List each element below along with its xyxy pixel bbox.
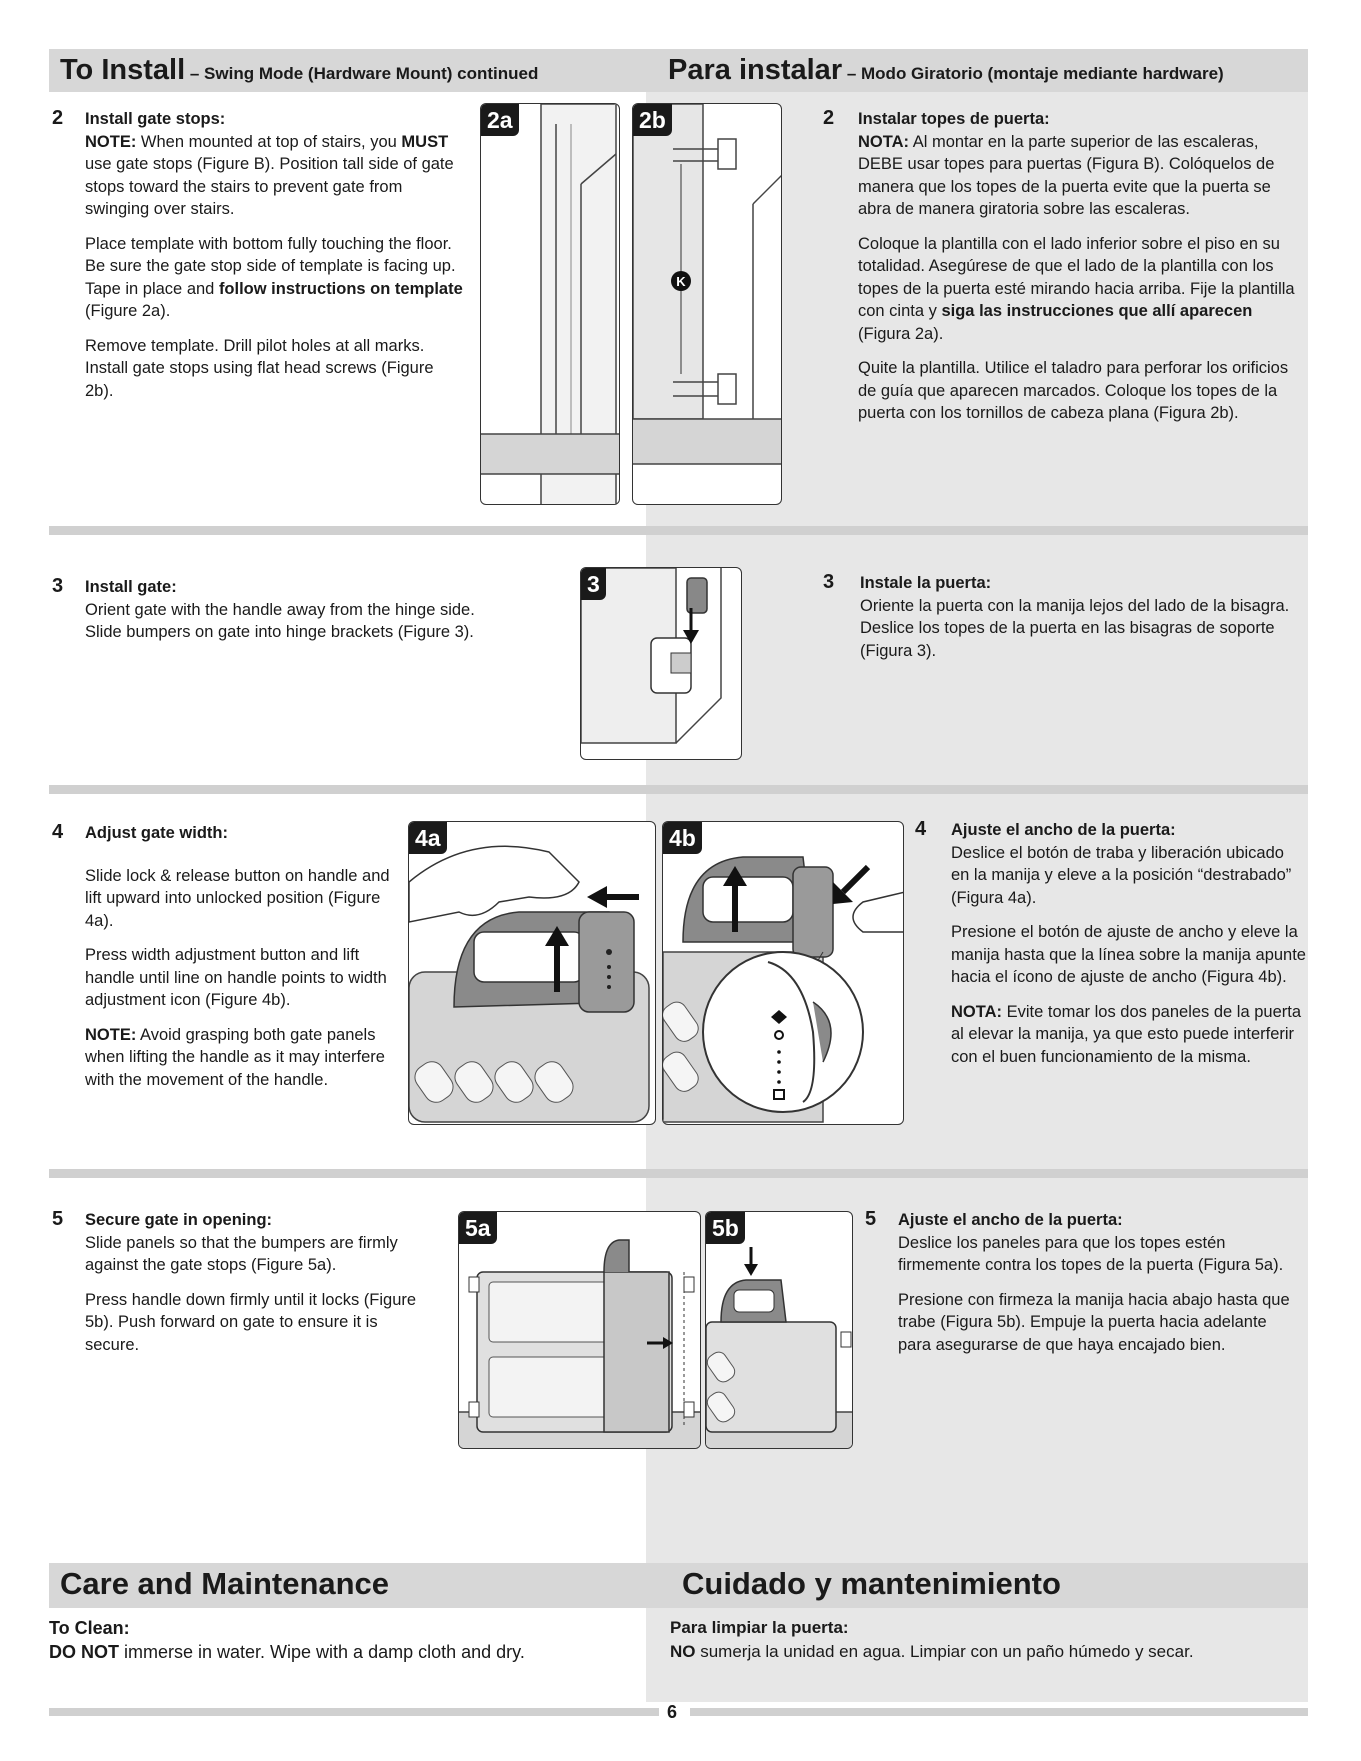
step-4-text-en: [85, 822, 410, 1103]
step-2-p1a-en: When mounted at top of stairs, you: [136, 132, 402, 151]
step-2-title-es: Instalar topes de puerta:: [858, 110, 1050, 128]
step-5-title-es: Ajuste el ancho de la puerta:: [898, 1211, 1123, 1229]
step-4-p2-es: Presione el botón de ajuste de ancho y eleve la manija hasta que la línea sobre la manija apunte hacia el ícono de ajuste de ancho (Figura 4b).: [951, 923, 1306, 986]
step-2-text-en: [85, 108, 465, 414]
step-5-number-en: 5: [52, 1208, 64, 1230]
step-2-number-en: 2: [52, 107, 64, 129]
figure-4b-label: 4b: [663, 822, 702, 854]
footer-line-right: [690, 1708, 1308, 1716]
note-label: NOTE:: [85, 132, 137, 151]
step-2-p2a-es: Coloque la plantilla con el lado inferior sobre el piso en su totalidad. Asegúrese de que el lado de la plantilla con los topes de la puerta esté mirando hacia arriba. Fije la plantilla con cinta y: [858, 234, 1295, 320]
step-3-title-es: Instale la puerta:: [860, 574, 992, 592]
do-not-label: DO NOT: [49, 1642, 119, 1662]
care-subtitle-es: Para limpiar la puerta:: [670, 1618, 849, 1637]
divider-2: [49, 785, 1308, 794]
figure-4a: [408, 821, 656, 1125]
divider-3: [49, 1169, 1308, 1178]
step-4-number-en: 4: [52, 821, 64, 843]
no-label: NO: [670, 1642, 696, 1661]
step-5-text-en: [85, 1209, 425, 1368]
header-es-sub: – Modo Giratorio (montaje mediante hardware): [842, 64, 1224, 83]
step-3-title-en: Install gate:: [85, 578, 177, 596]
figure-2a-drawing: [481, 104, 620, 505]
care-instruction-en: immerse in water. Wipe with a damp cloth and dry.: [119, 1642, 525, 1662]
care-text-es: [670, 1616, 1300, 1664]
step-4-text-es: [951, 819, 1306, 1080]
step-3-text-es: [860, 572, 1305, 674]
nota-label: NOTA:: [858, 132, 910, 151]
step-5-p2-es: Presione con firmeza la manija hacia abajo hasta que trabe (Figura 5b). Empuje la puerta hacia adelante para asegurarse de que haya encajado bien.: [898, 1290, 1290, 1354]
step-4-p2-en: Press width adjustment button and lift handle until line on handle points to width adjustment icon (Figure 4b).: [85, 946, 387, 1009]
figure-4a-label: 4a: [409, 822, 447, 854]
figure-5a-label: 5a: [459, 1212, 497, 1244]
note-label-4: NOTE:: [85, 1025, 137, 1044]
figure-4a-drawing: [409, 822, 656, 1125]
care-subtitle-en: To Clean:: [49, 1618, 130, 1638]
figure-2a: [480, 103, 620, 505]
step-5-p2-en: Press handle down firmly until it locks (Figure 5b). Push forward on gate to ensure it is secure.: [85, 1290, 417, 1354]
step-5-p1-es: Deslice los paneles para que los topes estén firmemente contra los topes de la puerta (Figura 5a).: [898, 1233, 1284, 1274]
step-2-p1-es: Al montar en la parte superior de las escaleras, DEBE usar topes para puertas (Figura B). Colóquelos de manera que los topes de la puerta evite que la puerta se abra de manera giratoria sobre las escaleras.: [858, 132, 1275, 218]
step-5-p1-en: Slide panels so that the bumpers are firmly against the gate stops (Figure 5a).: [85, 1233, 398, 1274]
figure-2b-drawing: [633, 104, 782, 505]
step-2-text-es: [858, 108, 1303, 437]
step-2-p2b-es: (Figura 2a).: [858, 324, 944, 343]
must-label: MUST: [401, 132, 449, 151]
step-4-number-es: 4: [915, 818, 927, 840]
marker-k-label: K: [676, 274, 686, 289]
page-number: 6: [667, 1702, 678, 1722]
figure-5b: [705, 1211, 853, 1449]
care-title-en: Care and Maintenance: [60, 1566, 390, 1601]
figure-3: [580, 567, 742, 760]
step-3-number-es: 3: [823, 571, 835, 593]
header-en-main: To Install: [60, 54, 186, 86]
step-4-p3-es: Evite tomar los dos paneles de la puerta al elevar la manija, ya que esto puede interferir con el buen funcionamiento de la misma.: [951, 1002, 1302, 1066]
figure-5a: [458, 1211, 701, 1449]
step-2-title-en: Install gate stops:: [85, 110, 226, 128]
figure-4b: [662, 821, 904, 1125]
step-5-title-en: Secure gate in opening:: [85, 1211, 273, 1229]
step-3-p1-en: Orient gate with the handle away from the hinge side. Slide bumpers on gate into hinge brackets (Figure 3).: [85, 600, 475, 641]
step-2-p2-bold-en: follow instructions on template: [218, 279, 463, 298]
care-instruction-es: sumerja la unidad en agua. Limpiar con un paño húmedo y secar.: [695, 1642, 1194, 1661]
care-text-en: [49, 1616, 639, 1664]
step-2-p1b-en: use gate stops (Figure B). Position tall side of gate stops toward the stairs to prevent gate from swinging over stairs.: [85, 155, 454, 218]
step-2-p3-en: Remove template. Drill pilot holes at all marks. Install gate stops using flat head screws (Figure 2b).: [85, 336, 434, 400]
step-4-title-en: Adjust gate width:: [85, 824, 228, 842]
step-4-title-es: Ajuste el ancho de la puerta:: [951, 821, 1176, 839]
divider-1: [49, 526, 1308, 535]
step-2-p2b-en: (Figure 2a).: [85, 302, 171, 320]
figure-5a-drawing: [459, 1212, 701, 1449]
step-2-p2a-en: Place template with bottom fully touching the floor. Be sure the gate stop side of template is facing up. Tape in place and: [85, 234, 456, 298]
figure-4b-drawing: [663, 822, 904, 1125]
step-2-p2-bold-es: siga las instrucciones que allí aparecen: [941, 302, 1253, 320]
step-4-p1-en: Slide lock & release button on handle and lift upward into unlocked position (Figure 4a).: [85, 866, 390, 930]
step-3-text-en: [85, 576, 485, 656]
step-2-number-es: 2: [823, 107, 835, 129]
figure-3-label: 3: [581, 568, 606, 600]
step-5-number-es: 5: [865, 1208, 877, 1230]
step-4-p3-en: Avoid grasping both gate panels when lifting the handle as it may interfere with the movement of the handle.: [85, 1025, 385, 1089]
figure-5b-label: 5b: [706, 1212, 745, 1244]
figure-2a-label: 2a: [481, 104, 519, 136]
step-5-text-es: [898, 1209, 1298, 1368]
figure-2b-label: 2b: [633, 104, 672, 136]
header-spanish: [668, 54, 1224, 87]
nota-label-4: NOTA:: [951, 1002, 1003, 1021]
header-en-sub: – Swing Mode (Hardware Mount) continued: [185, 64, 539, 83]
header-es-main: Para instalar: [668, 54, 843, 86]
step-2-p3-es: Quite la plantilla. Utilice el taladro para perforar los orificios de guía que aparecen marcados. Coloque los topes de la puerta con los tornillos de cabeza plana (Figura 2b).: [858, 359, 1289, 422]
step-4-p1-es: Deslice el botón de traba y liberación ubicado en la manija y eleve a la posición “destrabado” (Figura 4a).: [951, 843, 1292, 907]
step-3-p1-es: Oriente la puerta con la manija lejos del lado de la bisagra. Deslice los topes de la puerta en las bisagras de soporte (Figura 3).: [860, 596, 1290, 660]
footer-line-left: [49, 1708, 659, 1716]
care-title-es: Cuidado y mantenimiento: [682, 1566, 1061, 1601]
figure-5b-drawing: [706, 1212, 853, 1449]
header-english: [60, 54, 538, 87]
step-3-number-en: 3: [52, 575, 64, 597]
figure-2b: [632, 103, 782, 505]
